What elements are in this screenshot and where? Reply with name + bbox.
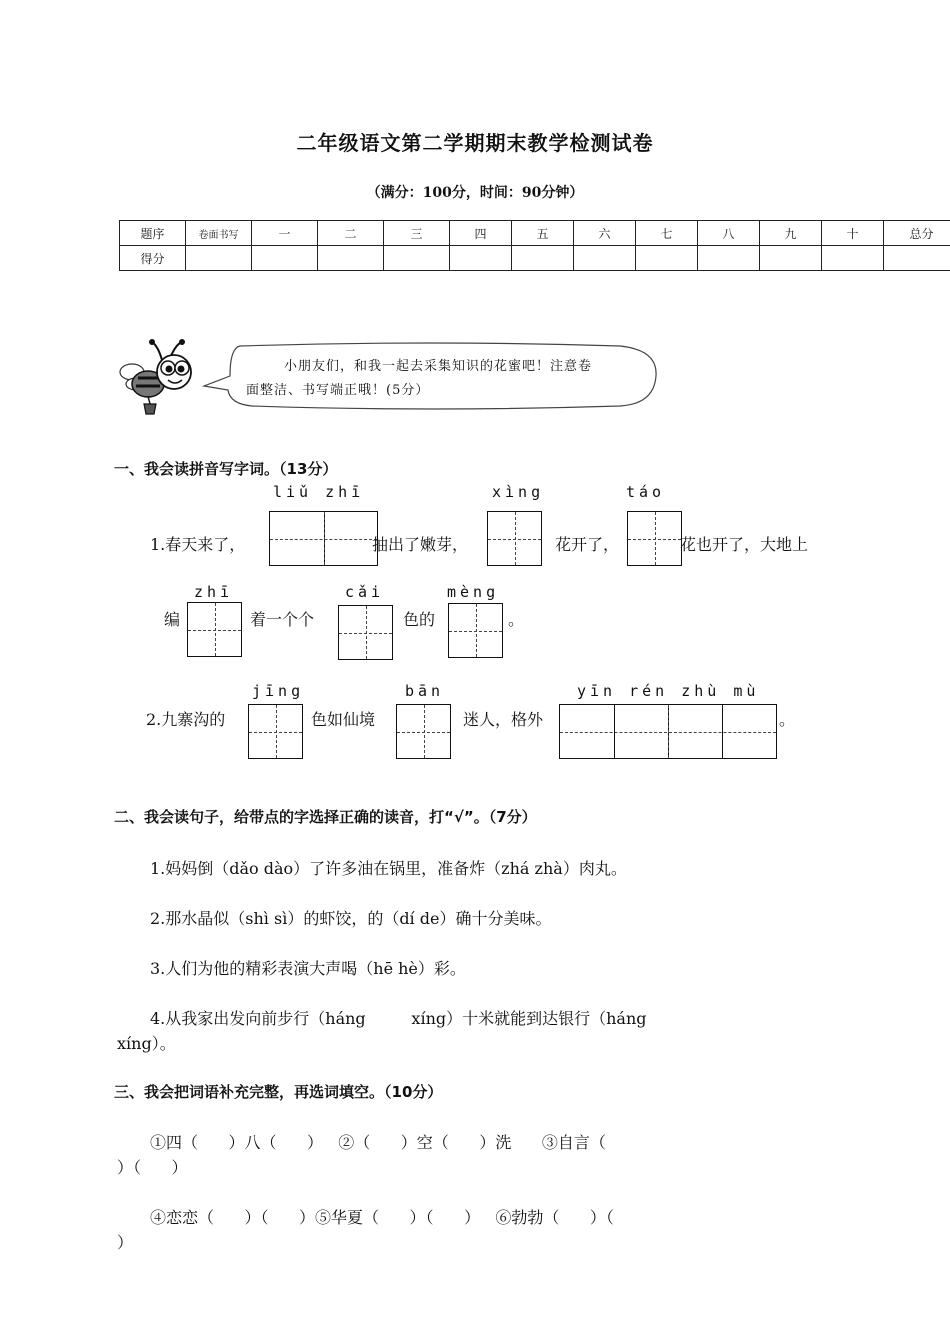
pinyin-label: liǔ zhī <box>273 483 365 501</box>
score-cell[interactable] <box>884 246 950 271</box>
section-2-heading: 二、我会读句子，给带点的字选择正确的读音，打“√”。（7分） <box>114 808 537 826</box>
score-cell[interactable] <box>574 246 636 271</box>
question-text: 1.春天来了， <box>150 535 246 554</box>
question-text: 花开了， <box>555 535 620 554</box>
page-subtitle: （满分：100分，时间：90分钟） <box>366 185 584 201</box>
pinyin-label: bān <box>405 682 445 700</box>
question-text: 花也开了，大地上 <box>680 535 809 554</box>
question-text: 着一个个 <box>250 610 315 629</box>
pinyin-label: táo <box>626 483 666 501</box>
score-header-cell: 题序 <box>120 221 186 246</box>
section-1-heading: 一、我会读拼音写字词。（13分） <box>114 460 338 478</box>
pinyin-label: xìng <box>492 483 545 501</box>
writing-box[interactable] <box>248 704 303 759</box>
score-header-cell: 五 <box>512 221 574 246</box>
writing-box[interactable] <box>269 511 378 566</box>
score-header-cell: 七 <box>636 221 698 246</box>
question-text: 迷人，格外 <box>463 710 544 729</box>
score-row-label: 得分 <box>120 246 186 271</box>
writing-box[interactable] <box>448 603 503 658</box>
bubble-text <box>246 355 666 403</box>
writing-box[interactable] <box>559 704 777 759</box>
fill-in-row[interactable]: ④恋恋（ ）（ ）⑤华夏（ ）（ ） ⑥勃勃（ ）（ <box>150 1208 614 1227</box>
section-3-heading: 三、我会把词语补充完整，再选词填空。（10分） <box>114 1083 443 1101</box>
score-cell[interactable] <box>384 246 450 271</box>
question-text: 色如仙境 <box>311 710 376 729</box>
pinyin-label: mèng <box>447 583 500 601</box>
score-header-cell: 卷面书写 <box>186 221 252 246</box>
question-text: 编 <box>164 610 181 629</box>
fill-in-row-continued[interactable]: ）（ ） <box>117 1158 188 1177</box>
bubble-line: 小朋友们，和我一起去采集知识的花蜜吧！注意卷 <box>284 359 593 374</box>
pinyin-label: yīn rén zhù mù <box>577 682 760 700</box>
writing-box[interactable] <box>627 511 682 566</box>
bubble-line: 面整洁、书写端正哦！(5分） <box>246 383 430 398</box>
writing-box[interactable] <box>396 704 451 759</box>
question-item: 4.从我家出发向前步行（háng xíng）十米就能到达银行（háng <box>150 1009 647 1028</box>
bee-icon <box>118 338 202 418</box>
question-text: 。 <box>508 610 525 629</box>
question-text: 色的 <box>403 610 436 629</box>
score-header-cell: 十 <box>822 221 884 246</box>
score-header-cell: 总分 <box>884 221 950 246</box>
question-item: 1.妈妈倒（dǎo dào）了许多油在锅里，准备炸（zhá zhà）肉丸。 <box>150 859 627 878</box>
writing-box[interactable] <box>487 511 542 566</box>
score-table-score-row <box>120 246 950 271</box>
score-header-cell: 四 <box>450 221 512 246</box>
fill-in-row[interactable]: ①四（ ）八（ ） ②（ ）空（ ）洗 ③自言（ <box>150 1133 606 1152</box>
score-table <box>119 220 950 271</box>
writing-box[interactable] <box>187 602 242 657</box>
score-header-cell: 九 <box>760 221 822 246</box>
score-header-cell: 一 <box>252 221 318 246</box>
pinyin-label: jīng <box>252 682 305 700</box>
score-header-cell: 二 <box>318 221 384 246</box>
question-item: 3.人们为他的精彩表演大声喝（hē hè）彩。 <box>150 959 466 978</box>
score-cell[interactable] <box>822 246 884 271</box>
question-item-continued: xíng）。 <box>117 1034 176 1053</box>
fill-in-row-continued[interactable]: ） <box>117 1233 134 1252</box>
question-item: 2.那水晶似（shì sì）的虾饺，的（dí de）确十分美味。 <box>150 909 552 928</box>
question-text: 2.九寨沟的 <box>146 710 226 729</box>
score-cell[interactable] <box>252 246 318 271</box>
question-text: 。 <box>779 710 796 729</box>
pinyin-label: cǎi <box>345 583 385 601</box>
score-header-cell: 三 <box>384 221 450 246</box>
score-cell[interactable] <box>698 246 760 271</box>
score-cell[interactable] <box>636 246 698 271</box>
writing-box[interactable] <box>338 605 393 660</box>
score-table-header-row <box>120 221 950 246</box>
score-header-cell: 六 <box>574 221 636 246</box>
question-text: 抽出了嫩芽， <box>372 535 469 554</box>
score-cell[interactable] <box>186 246 252 271</box>
score-cell[interactable] <box>760 246 822 271</box>
pinyin-label: zhī <box>194 583 234 601</box>
page-title: 二年级语文第二学期期末教学检测试卷 <box>296 131 654 155</box>
score-header-cell: 八 <box>698 221 760 246</box>
score-cell[interactable] <box>512 246 574 271</box>
score-cell[interactable] <box>450 246 512 271</box>
score-cell[interactable] <box>318 246 384 271</box>
